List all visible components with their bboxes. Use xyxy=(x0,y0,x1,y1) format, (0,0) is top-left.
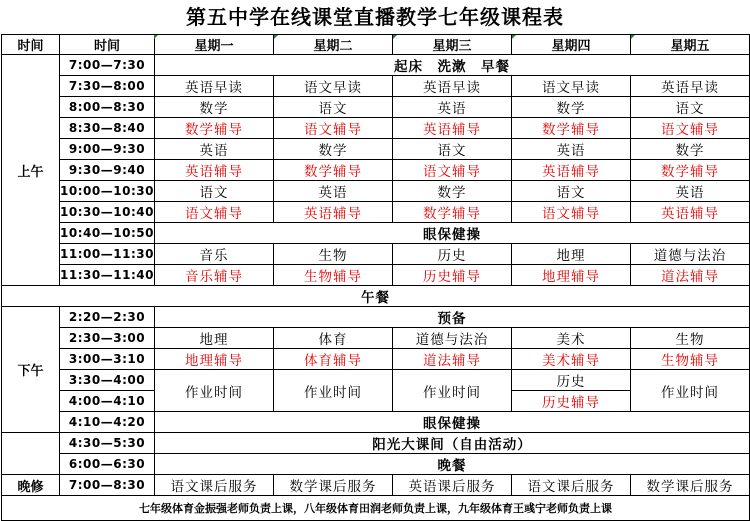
full-row-cell: 眼保健操 xyxy=(155,223,750,244)
table-row xyxy=(2,286,750,307)
homework-cell-mon: 作业时间 xyxy=(155,370,274,412)
tutoring-cell: 地理辅导 xyxy=(512,265,631,286)
tutoring-cell: 音乐辅导 xyxy=(155,265,274,286)
table-row xyxy=(2,475,750,496)
subject-cell: 美术 xyxy=(512,328,631,349)
table-row xyxy=(2,223,750,244)
tutoring-cell: 历史辅导 xyxy=(393,265,512,286)
header-time: 时间 xyxy=(60,35,155,55)
tutoring-cell: 英语辅导 xyxy=(155,160,274,181)
subject-cell: 英语 xyxy=(155,139,274,160)
subject-cell: 数学课后服务 xyxy=(631,475,750,496)
tutoring-cell: 语文辅导 xyxy=(512,202,631,223)
subject-cell: 生物 xyxy=(631,328,750,349)
tutoring-cell: 体育辅导 xyxy=(274,349,393,370)
time-cell: 4:30—5:30 xyxy=(60,433,155,454)
subject-cell: 道德与法治 xyxy=(631,244,750,265)
blank-section-cell xyxy=(2,454,60,475)
time-cell: 3:30—4:00 xyxy=(60,370,155,391)
table-row xyxy=(2,76,750,97)
tutoring-cell: 数学辅导 xyxy=(631,160,750,181)
subject-cell: 语文早读 xyxy=(274,76,393,97)
tutoring-cell: 数学辅导 xyxy=(155,118,274,139)
subject-cell: 语文 xyxy=(631,97,750,118)
subject-cell: 英语课后服务 xyxy=(393,475,512,496)
time-cell: 3:00—3:10 xyxy=(60,349,155,370)
blank-section-cell xyxy=(2,433,60,454)
time-cell: 10:30—10:40 xyxy=(60,202,155,223)
subject-cell: 语文 xyxy=(393,139,512,160)
header-day-tue: 星期二 xyxy=(274,35,393,55)
header-row xyxy=(2,35,750,55)
subject-cell: 英语 xyxy=(512,139,631,160)
table-row xyxy=(2,328,750,349)
tutoring-cell: 语文辅导 xyxy=(155,202,274,223)
table-row xyxy=(2,370,750,391)
subject-cell: 历史 xyxy=(393,244,512,265)
tutoring-cell: 语文辅导 xyxy=(274,118,393,139)
tutoring-cell: 语文辅导 xyxy=(393,160,512,181)
subject-cell: 语文早读 xyxy=(512,76,631,97)
subject-cell: 语文 xyxy=(155,181,274,202)
table-row xyxy=(2,454,750,475)
cell-marker-icon xyxy=(154,35,158,39)
full-row-cell: 阳光大课间（自由活动） xyxy=(155,433,750,454)
table-row xyxy=(2,433,750,454)
subject-cell: 语文课后服务 xyxy=(155,475,274,496)
time-cell: 7:30—8:00 xyxy=(60,76,155,97)
tutoring-cell: 地理辅导 xyxy=(155,349,274,370)
tutoring-cell: 生物辅导 xyxy=(274,265,393,286)
subject-cell: 数学 xyxy=(512,97,631,118)
tutoring-cell: 生物辅导 xyxy=(631,349,750,370)
table-row xyxy=(2,160,750,181)
subject-cell: 音乐 xyxy=(155,244,274,265)
time-cell: 9:30—9:40 xyxy=(60,160,155,181)
table-row xyxy=(2,244,750,265)
lunch-row: 午餐 xyxy=(2,286,750,307)
time-cell: 9:00—9:30 xyxy=(60,139,155,160)
full-row-cell: 晚餐 xyxy=(155,454,750,475)
tutoring-cell: 英语辅导 xyxy=(274,202,393,223)
tutoring-cell: 数学辅导 xyxy=(274,160,393,181)
tutoring-cell: 英语辅导 xyxy=(512,160,631,181)
table-row xyxy=(2,307,750,328)
table-row xyxy=(2,97,750,118)
subject-cell: 英语早读 xyxy=(631,76,750,97)
time-cell: 4:10—4:20 xyxy=(60,412,155,433)
tutoring-cell-thu: 历史辅导 xyxy=(512,391,631,412)
table-row xyxy=(2,202,750,223)
subject-cell: 英语早读 xyxy=(155,76,274,97)
time-cell: 2:20—2:30 xyxy=(60,307,155,328)
time-cell: 4:00—4:10 xyxy=(60,391,155,412)
cell-marker-icon xyxy=(393,35,397,39)
time-cell: 6:00—6:30 xyxy=(60,454,155,475)
full-row-cell: 预备 xyxy=(155,307,750,328)
time-cell: 2:30—3:00 xyxy=(60,328,155,349)
table-row xyxy=(2,55,750,76)
time-cell: 8:30—8:40 xyxy=(60,118,155,139)
subject-cell: 生物 xyxy=(274,244,393,265)
cell-marker-icon xyxy=(274,35,278,39)
tutoring-cell: 道法辅导 xyxy=(631,265,750,286)
subject-cell: 英语早读 xyxy=(393,76,512,97)
homework-cell-wed: 作业时间 xyxy=(393,370,512,412)
homework-cell-fri: 作业时间 xyxy=(631,370,750,412)
tutoring-cell: 数学辅导 xyxy=(512,118,631,139)
time-cell: 7:00—7:30 xyxy=(60,55,155,76)
footer-row xyxy=(2,496,750,521)
section-afternoon: 下午 xyxy=(2,307,60,433)
time-cell: 10:40—10:50 xyxy=(60,223,155,244)
subject-cell: 地理 xyxy=(155,328,274,349)
cell-marker-icon xyxy=(512,35,516,39)
homework-cell-tue: 作业时间 xyxy=(274,370,393,412)
tutoring-cell: 英语辅导 xyxy=(631,202,750,223)
full-row-cell: 眼保健操 xyxy=(155,412,750,433)
subject-cell: 数学 xyxy=(155,97,274,118)
subject-cell: 英语 xyxy=(274,181,393,202)
subject-cell: 语文课后服务 xyxy=(512,475,631,496)
footer-note: 七年级体育金振强老师负责上课，八年级体育田润老师负责上课，九年级体育王彧宁老师负责上课 xyxy=(2,496,750,521)
subject-cell: 语文 xyxy=(274,97,393,118)
subject-cell-thu: 历史 xyxy=(512,370,631,391)
subject-cell: 体育 xyxy=(274,328,393,349)
table-row xyxy=(2,118,750,139)
header-day-thu: 星期四 xyxy=(512,35,631,55)
time-cell: 11:00—11:30 xyxy=(60,244,155,265)
table-row xyxy=(2,265,750,286)
subject-cell: 数学课后服务 xyxy=(274,475,393,496)
section-morning: 上午 xyxy=(2,55,60,286)
tutoring-cell: 道法辅导 xyxy=(393,349,512,370)
page-title: 第五中学在线课堂直播教学七年级课程表 xyxy=(186,5,564,29)
subject-cell: 数学 xyxy=(274,139,393,160)
subject-cell: 英语 xyxy=(393,97,512,118)
subject-cell: 语文 xyxy=(512,181,631,202)
time-cell: 11:30—11:40 xyxy=(60,265,155,286)
time-cell: 7:00—8:30 xyxy=(60,475,155,496)
subject-cell: 数学 xyxy=(631,139,750,160)
header-day-fri: 星期五 xyxy=(631,35,750,55)
timetable xyxy=(1,34,750,521)
header-day-wed: 星期三 xyxy=(393,35,512,55)
tutoring-cell: 数学辅导 xyxy=(393,202,512,223)
time-cell: 10:00—10:30 xyxy=(60,181,155,202)
cell-marker-icon xyxy=(631,35,635,39)
tutoring-cell: 语文辅导 xyxy=(631,118,750,139)
subject-cell: 地理 xyxy=(512,244,631,265)
subject-cell: 英语 xyxy=(631,181,750,202)
header-day-mon: 星期一 xyxy=(155,35,274,55)
subject-cell: 道德与法治 xyxy=(393,328,512,349)
time-cell: 8:00—8:30 xyxy=(60,97,155,118)
subject-cell: 数学 xyxy=(393,181,512,202)
full-row-cell: 起床 洗漱 早餐 xyxy=(155,55,750,76)
table-row xyxy=(2,412,750,433)
header-time-left: 时间 xyxy=(2,35,60,55)
table-row xyxy=(2,181,750,202)
table-row xyxy=(2,139,750,160)
tutoring-cell: 英语辅导 xyxy=(393,118,512,139)
section-evening: 晚修 xyxy=(2,475,60,496)
table-row xyxy=(2,349,750,370)
tutoring-cell: 美术辅导 xyxy=(512,349,631,370)
